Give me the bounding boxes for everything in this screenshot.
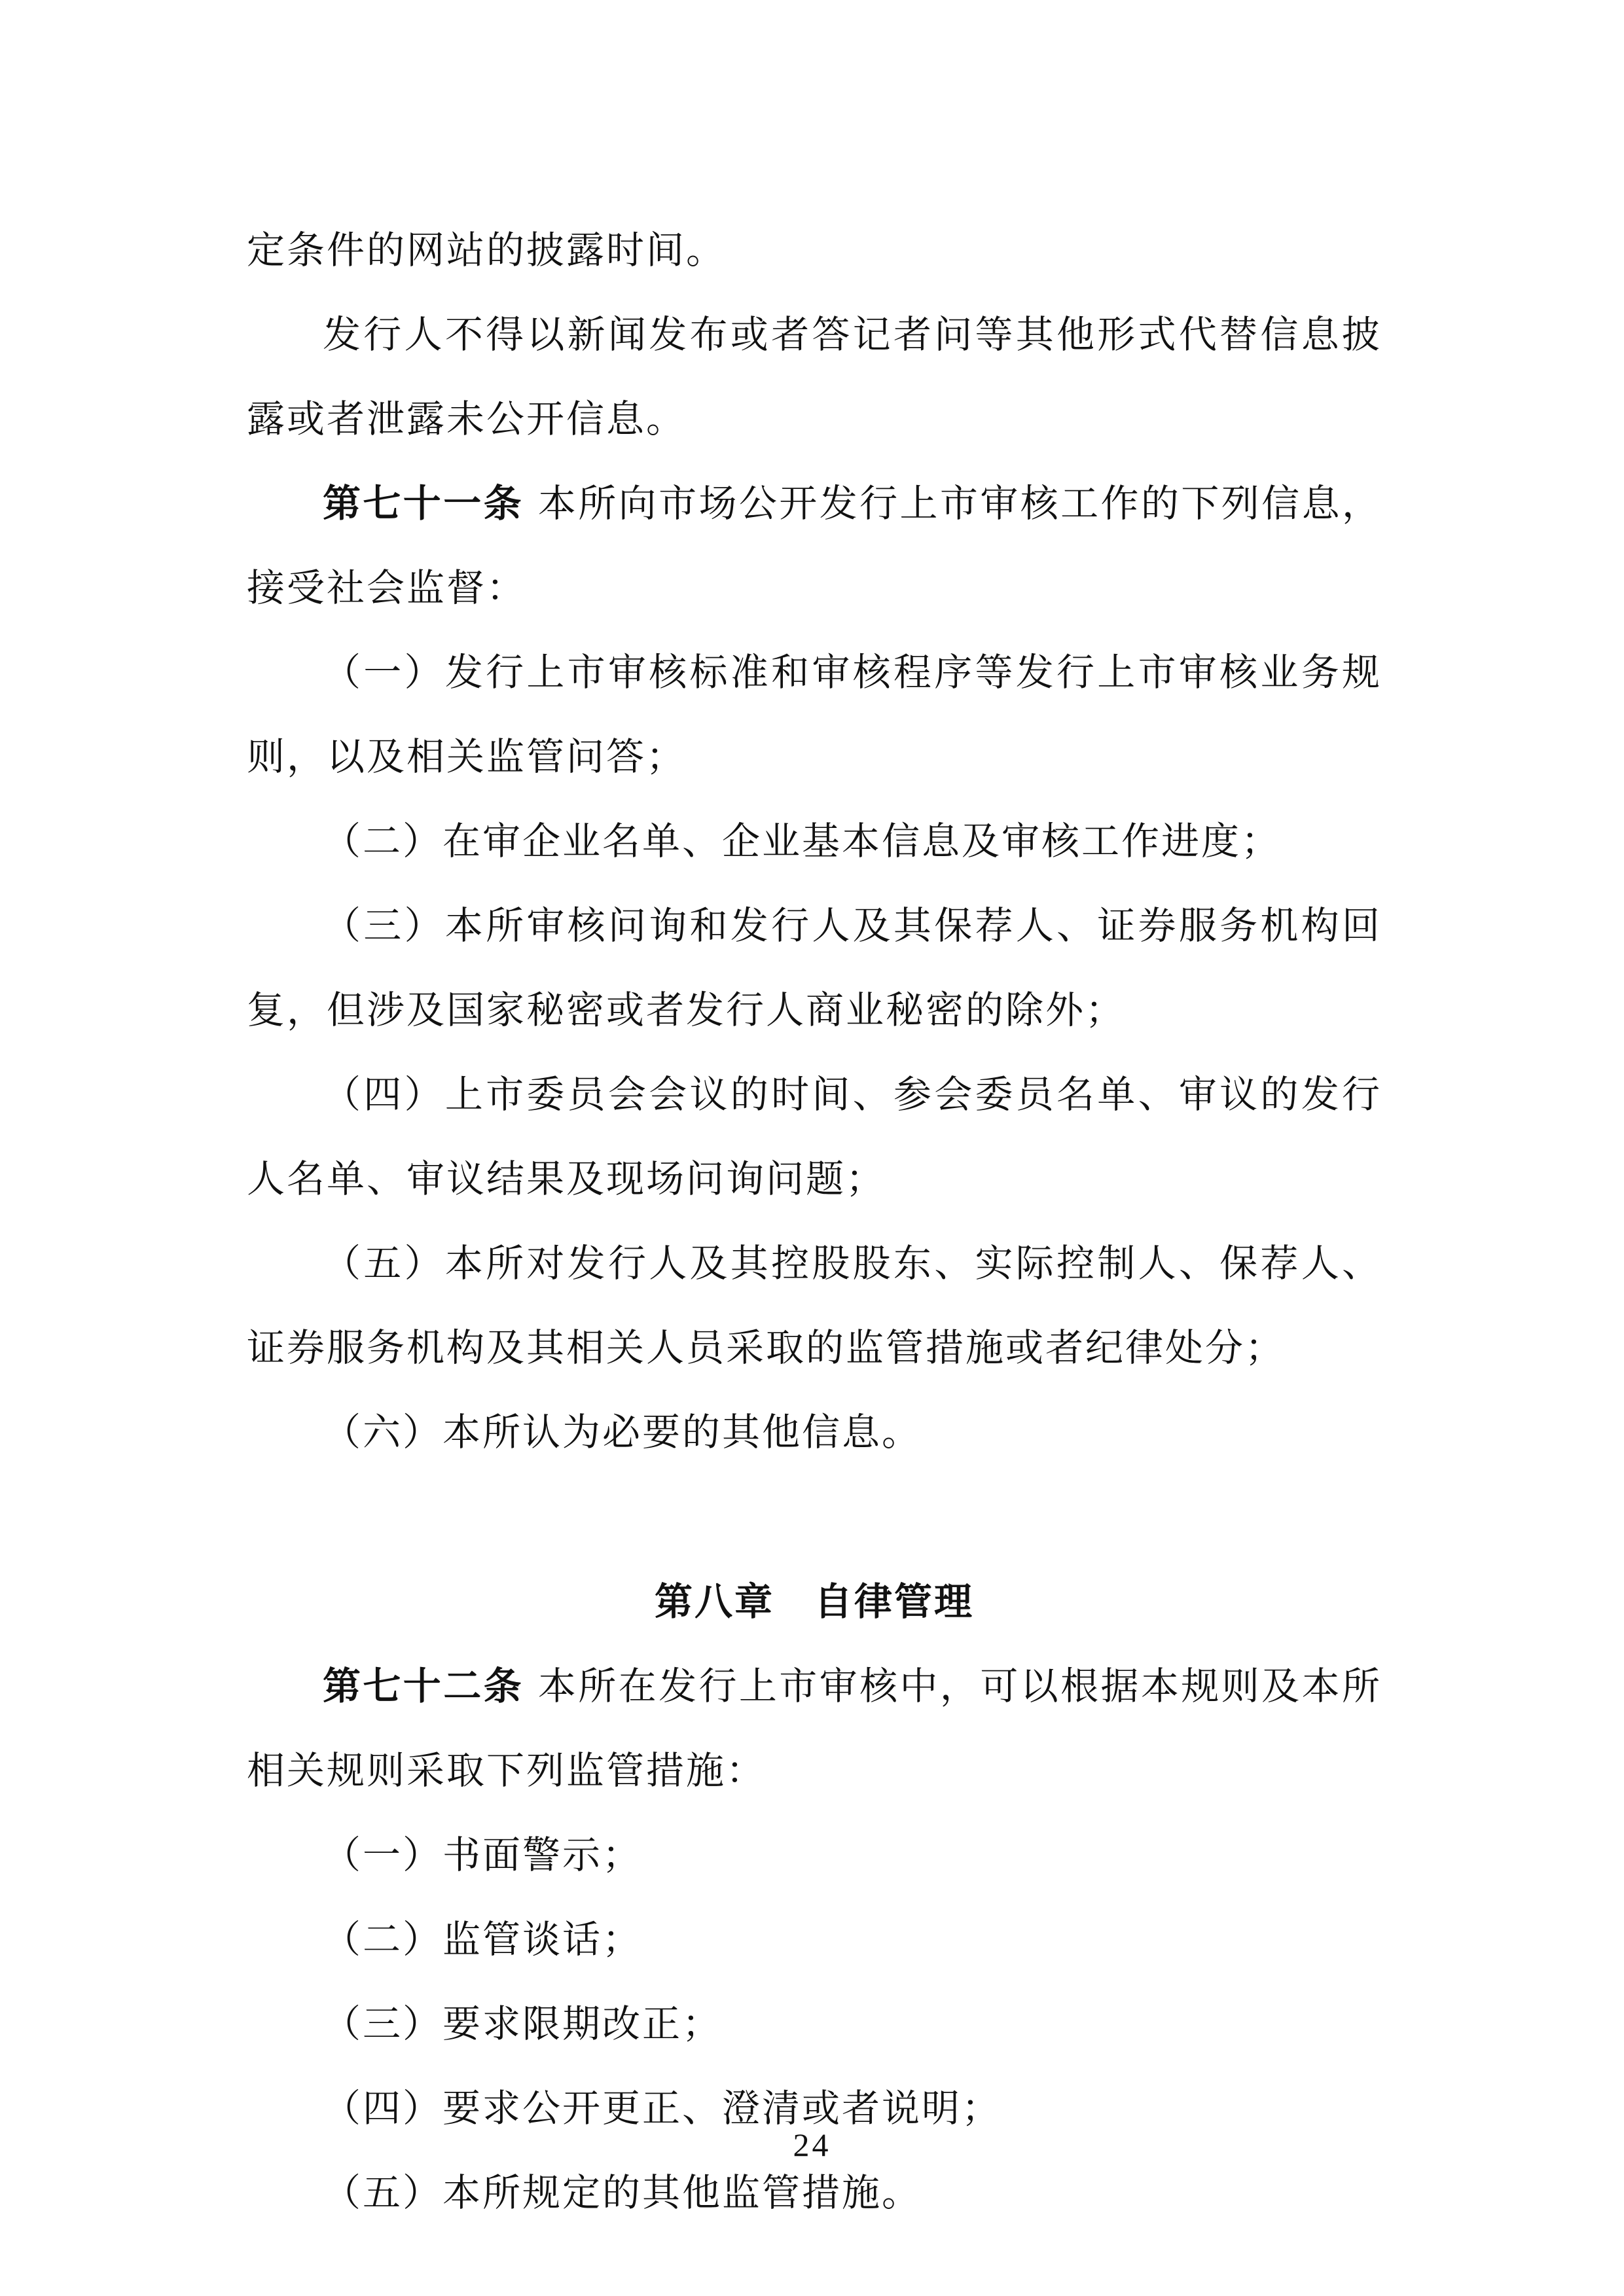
article-72-item-4: （四）要求公开更正、澄清或者说明； (323, 2086, 1002, 2130)
article-71-text: 本所向市场公开发行上市审核工作的下列信息，接受社会监督： (247, 481, 1382, 610)
article-72-item-5: （五）本所规定的其他监管措施。 (323, 2170, 922, 2215)
page-number: 24 (793, 2126, 831, 2163)
article-71-paragraph (247, 461, 1382, 630)
article-71-item-2: （二）在审企业名单、企业基本信息及审核工作进度； (323, 819, 1282, 863)
article-71-item-1: （一）发行上市审核标准和审核程序等发行上市审核业务规则，以及相关监管问答； (247, 650, 1382, 779)
article-72-item-2: （二）监管谈话； (323, 1917, 643, 1962)
article-72-item-3: （三）要求限期改正； (323, 2001, 723, 2046)
paragraph-issuer-disclosure: 发行人不得以新闻发布或者答记者问等其他形式代替信息披露或者泄露未公开信息。 (247, 312, 1382, 441)
article-72-text: 本所在发行上市审核中，可以根据本规则及本所相关规则采取下列监管措施： (247, 1664, 1382, 1793)
article-71-title: 第七十一条 (323, 481, 524, 526)
page-body (247, 208, 1382, 2235)
chapter-8-heading: 第八章 自律管理 (654, 1579, 974, 1624)
article-71-item-4: （四）上市委员会会议的时间、参会委员名单、审议的发行人名单、审议结果及现场问询问题； (247, 1072, 1382, 1201)
article-71-item-3: （三）本所审核问询和发行人及其保荐人、证券服务机构回复，但涉及国家秘密或者发行人商业秘密的除外； (247, 903, 1382, 1032)
article-71-item-6: （六）本所认为必要的其他信息。 (323, 1410, 922, 1454)
article-71-item-5: （五）本所对发行人及其控股股东、实际控制人、保荐人、证券服务机构及其相关人员采取的监管措施或者纪律处分； (247, 1241, 1382, 1370)
paragraph-continuation: 定条件的网站的披露时间。 (247, 228, 727, 272)
article-72-title: 第七十二条 (323, 1664, 524, 1708)
article-72-paragraph (247, 1644, 1382, 1813)
article-72-item-1: （一）书面警示； (323, 1833, 643, 1877)
